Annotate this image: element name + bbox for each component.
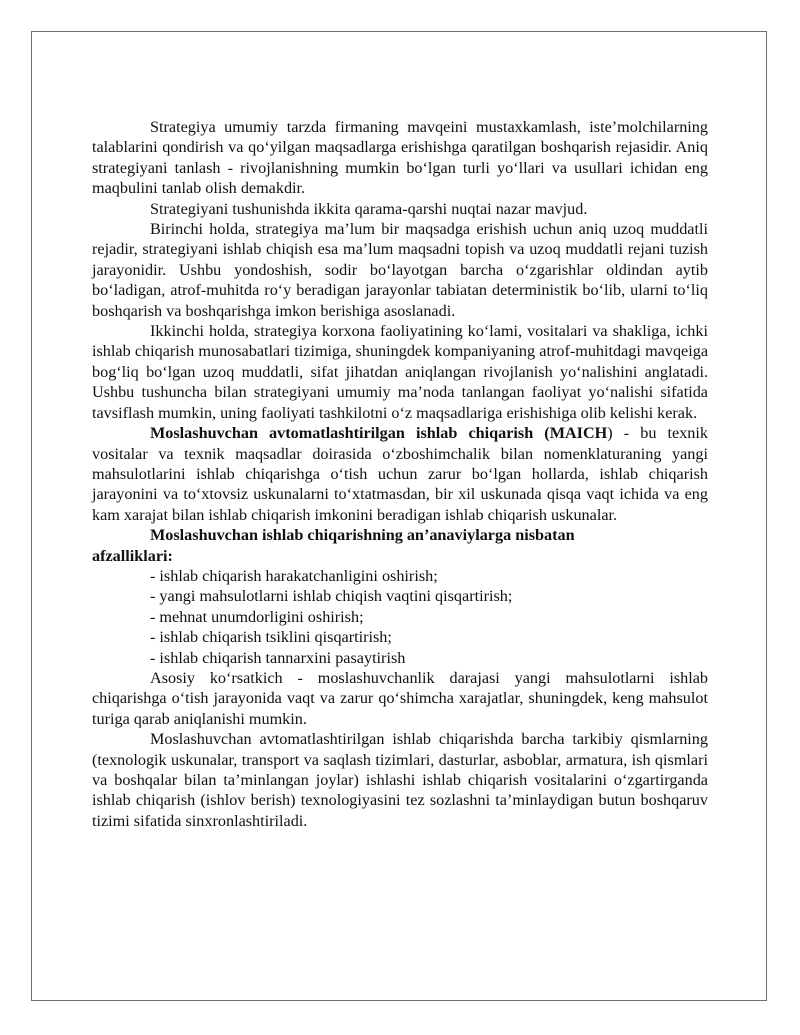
paragraph-key-indicator: Asosiy ko‘rsatkich - moslashuvchanlik darajasi yangi mahsulotlarni ishlab chiqarishga o‘tish jarayonida vaqt va zarur qo‘shimcha xarajatlar, shuningdek, keng mahsulot turiga qarab aniqlanishi mumkin. <box>92 668 708 728</box>
advantages-heading-line1: Moslashuvchan ishlab chiqarishning an’anaviylarga nisbatan <box>150 526 575 545</box>
paragraph-two-viewpoints: Strategiyani tushunishda ikkita qarama-qarshi nuqtai nazar mavjud. <box>150 199 588 218</box>
paragraph-first-case: Birinchi holda, strategiya ma’lum bir maqsadga erishish uchun aniq uzoq muddatli rejadir, strategiyani ishlab chiqish esa ma’lum maqsadni topish va uzoq muddatli rejani tuzish jarayonidir. Ushbu yondoshish, sodir bo‘layotgan barcha o‘zgarishlar oldindan aytib bo‘ladigan, atrof-muhitda ro‘y beradigan jarayonlar tabiatan deterministik bo‘lib, ularni to‘liq boshqarish va boshqarishga imkon berishiga asoslanadi. <box>92 220 708 320</box>
list-item: - yangi mahsulotlarni ishlab chiqish vaqtini qisqartirish; <box>150 587 513 606</box>
advantages-list <box>92 566 708 668</box>
paragraph-synchronization: Moslashuvchan avtomatlashtirilgan ishlab chiqarishda barcha tarkibiy qismlarning (texnologik uskunalar, transport va saqlash tizimlari, dasturlar, asboblar, armatura, ish qismlari va boshqalar bilan ta’minlangan joylar) ishlashi ishlab chiqarish vositalarini o‘zgartirganda ishlab chiqarish (ishlov berish) texnologiyasini tez sozlashni ta’minlaydigan butun boshqaruv tizimi sifatida sinxronlashtiriladi. <box>92 730 708 830</box>
advantages-heading <box>92 525 708 545</box>
maich-term: Moslashuvchan avtomatlashtirilgan ishlab chiqarish (MAICH <box>150 424 608 443</box>
paragraph-maich-definition <box>92 423 708 525</box>
maich-definition-text: ) - bu texnik vositalar va texnik maqsadlar doirasida o‘zboshimchalik bilan nomenklaturaning yangi mahsulotlarini ishlab chiqarishga o‘tish uchun zarur bo‘lgan hollarda, ishlab chiqarish jarayonini va to‘xtovsiz uskunalarni to‘xtatmasdan, bir xil uskunada qisqa vaqt ichida va eng kam xarajat bilan ishlab chiqarish imkonini beradigan ishlab chiqarish uskunalar. <box>92 424 708 524</box>
list-item: - ishlab chiqarish tannarxini pasaytirish <box>150 648 406 667</box>
list-item: - mehnat unumdorligini oshirish; <box>150 607 364 626</box>
advantages-heading-line2: afzalliklari: <box>92 546 173 565</box>
list-item: - ishlab chiqarish tsiklini qisqartirish; <box>150 628 392 647</box>
paragraph-strategy-definition: Strategiya umumiy tarzda firmaning mavqeini mustaxkamlash, iste’molchilarning talablarini qondirish va qo‘yilgan maqsadlarga erishishga qaratilgan boshqarish rejasidir. Aniq strategiyani tanlash - rivojlanishning mumkin bo‘lgan turli yo‘llari va usullari ichidan eng maqbulini tanlab olish demakdir. <box>92 118 708 198</box>
document-body <box>92 117 708 831</box>
paragraph-second-case: Ikkinchi holda, strategiya korxona faoliyatining ko‘lami, vositalari va shakliga, ichki ishlab chiqarish munosabatlari tizimiga, shuningdek kompaniyaning atrof-muhitdagi mavqeiga bog‘liq bo‘lgan uzoq muddatli, sifat jihatdan aniqlangan rivojlanish yo‘nalishini anglatadi. Ushbu tushuncha bilan strategiyani umumiy ma’noda tanlangan faoliyat yo‘nalishi sifatida tavsiflash mumkin, uning faoliyati tashkilotni o‘z maqsadlariga erishishiga olib kelishi kerak. <box>92 322 708 422</box>
list-item: - ishlab chiqarish harakatchanligini oshirish; <box>150 566 438 585</box>
